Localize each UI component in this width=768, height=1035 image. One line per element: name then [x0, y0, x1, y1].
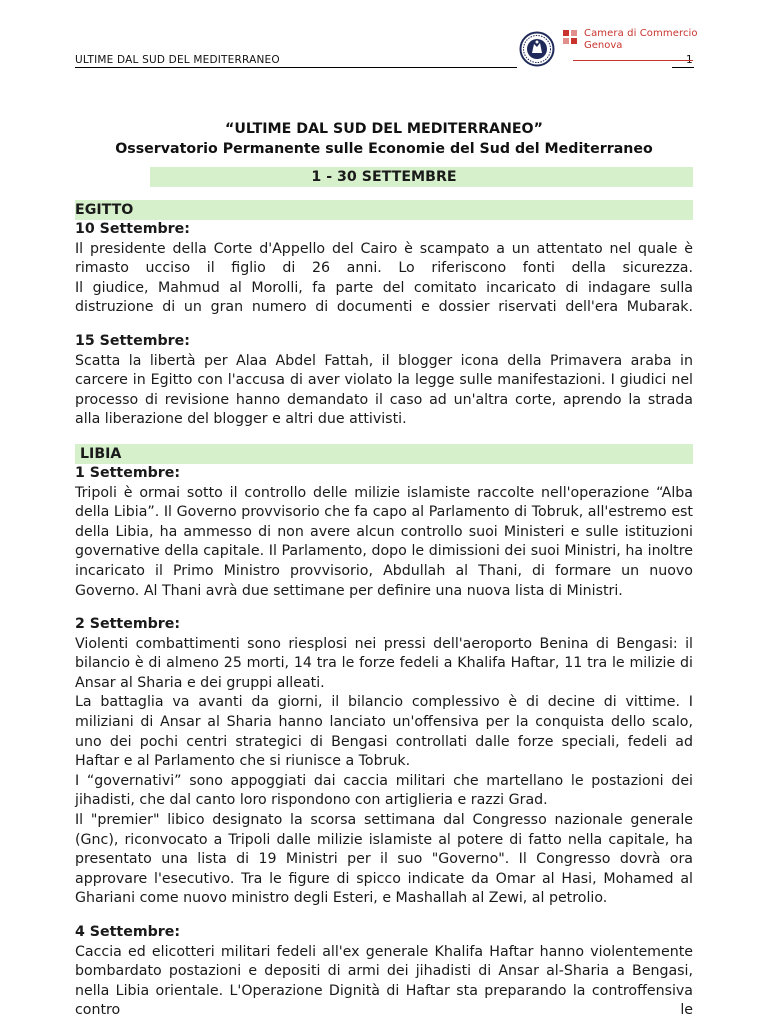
- entry-date: 2 Settembre:: [75, 616, 181, 633]
- header-rule: [75, 67, 517, 68]
- entry-paragraph: I “governativi” sono appoggiati dai caccia militari che martellano le postazioni dei jihadisti, che dal canto loro rispondono con artiglieria e razzi Grad.: [75, 772, 693, 809]
- news-entry: [75, 923, 693, 1021]
- entry-date: 1 Settembre:: [75, 464, 181, 481]
- header-rule-page: [672, 67, 694, 68]
- country-heading: EGITTO: [75, 200, 693, 220]
- entry-paragraph: Violenti combattimenti sono riesplosi nei pressi dell'aeroporto Benina di Bengasi: il bilancio è di almeno 25 morti, 14 tra le forze fedeli a Khalifa Haftar, 11 tra le milizie di Ansar al Sharia e dei gruppi alleati.: [75, 635, 693, 691]
- news-entry: [75, 615, 693, 909]
- entry-date: 15 Settembre:: [75, 332, 190, 349]
- title-line-2: Osservatorio Permanente sulle Economie del Sud del Mediterraneo: [115, 141, 653, 157]
- entry-paragraph: Caccia ed elicotteri militari fedeli all'ex generale Khalifa Haftar hanno violentemente bombardato postazioni e depositi di armi dei jihadisti di Ansar al-Sharia a Bengasi, nella Libia orientale. L'Operazione Dignità di Haftar sta preparando la controffensiva contro le: [75, 943, 693, 1019]
- news-entry: [75, 220, 693, 318]
- logo-accent-rule: [573, 60, 693, 61]
- document-body: [75, 200, 693, 1035]
- country-heading: LIBIA: [75, 444, 693, 464]
- logo-text-line1: Camera di Commercio: [584, 28, 698, 39]
- entry-paragraph: Il presidente della Corte d'Appello del Cairo è scampato a un attentato nel quale è rimasto ucciso il figlio di 26 anni. Lo riferiscono fonti della sicurezza.: [75, 240, 693, 277]
- entry-paragraph: La battaglia va avanti da giorni, il bilancio complessivo è di decine di vittime. I miliziani di Ansar al Sharia hanno lanciato un'offensiva per la conquista dello scalo, uno dei pochi centri strategici di Bengasi controllati dalle forze speciali, fedeli ad Haftar e al Parlamento che si riunisce a Tobruk.: [75, 694, 693, 770]
- news-entry: [75, 464, 693, 601]
- entry-date: 4 Settembre:: [75, 924, 181, 940]
- section-libia: [75, 444, 693, 1021]
- document-title: [75, 119, 693, 159]
- running-header-title: ULTIME DAL SUD DEL MEDITERRANEO: [75, 54, 280, 66]
- entry-paragraph: Il giudice, Mahmud al Morolli, fa parte del comitato incaricato di indagare sulla distruzione di un gran numero di documenti e dossier riservati dell'era Mubarak.: [75, 279, 693, 316]
- logo-text-line2: Genova: [584, 40, 623, 51]
- news-entry: [75, 332, 693, 430]
- title-line-1: “ULTIME DAL SUD DEL MEDITERRANEO”: [225, 121, 543, 137]
- entry-date: 10 Settembre:: [75, 221, 190, 237]
- entry-paragraph: Il "premier" libico designato la scorsa settimana dal Congresso nazionale generale (Gnc), riconvocato a Tripoli dalle milizie islamiste al potere di fatto nella capitale, ha presentato una lista di 19 Ministri per il suo "Governo". Il Congresso dovrà ora approvare l'esecutivo. Tra le figure di spicco indicate da Omar al Hasi, Mohamed al Ghariani come nuovo ministro degli Esteri, e Mashallah al Zewi, al petrolio.: [75, 812, 693, 907]
- page-number: 1: [686, 54, 693, 66]
- entry-paragraph: Scatta la libertà per Alaa Abdel Fattah, il blogger icona della Primavera araba in carcere in Egitto con l'accusa di aver violato la legge sulle manifestazioni. I giudici nel processo di revisione hanno demandato il caso ad un'altra corte, aprendo la strada alla liberazione del blogger e altri due attivisti.: [75, 352, 693, 428]
- entry-paragraph: Tripoli è ormai sotto il controllo delle milizie islamiste raccolte nell'operazione “Alba della Libia”. Il Governo provvisorio che fa capo al Parlamento di Tobruk, all'estremo est della Libia, ha ammesso di non avere alcun controllo suoi Ministeri e sulle istituzioni governative della capitale. Il Parlamento, dopo le dimissioni dei suoi Ministri, ha inoltre incaricato il Primo Ministro provvisorio, Abdullah al Thani, di formare un nuovo Governo. Al Thani avrà due settimane per definire una nuova lista di Ministri.: [75, 484, 693, 599]
- period-label: 1 - 30 SETTEMBRE: [311, 169, 457, 185]
- chamber-emblem-icon: [519, 31, 555, 67]
- section-egitto: [75, 200, 693, 430]
